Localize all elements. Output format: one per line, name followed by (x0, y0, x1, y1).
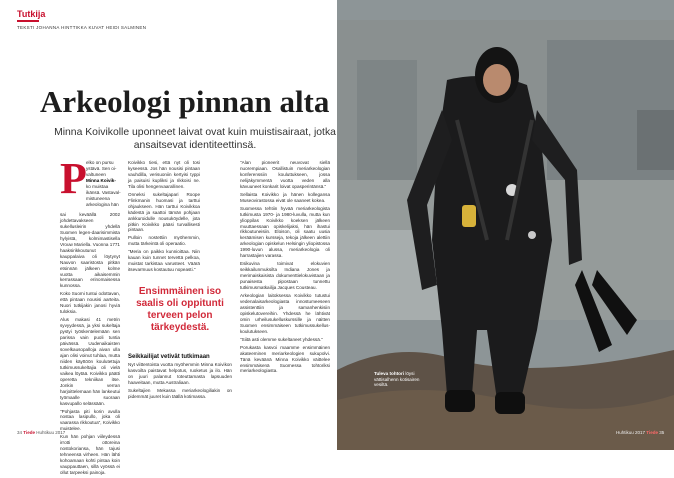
paragraph: Kun hän pohjan viileydessä irrotti ottoreina nostokoriansa, hän tajusi tehneensä virheen. Hän lähti kohoamaan kohti pintaa koin vauppauttaen, sillä vyössä ei ollut tarpeeksi painoja. (60, 434, 120, 476)
intro-line: mistuneena (86, 195, 110, 201)
intro-line: Minna Koivik- (86, 177, 116, 183)
column-2 (128, 160, 200, 275)
lead-paragraph: Minna Koivikolle uponneet laivat ovat kuin muistisairaat, jotka ansaitsevat identiteettinsä. (54, 127, 336, 151)
section-tag: Tutkija (17, 9, 46, 19)
paragraph: Nyt viittentoista vuotta myöhemmin Minna Koivikon kasvoilta paistavat helpotus, ruoketus ja ilo. Hän on juuri palannut toteuttamasta lapsuuden haaveitaan, mutta Australiaan. (128, 362, 232, 385)
paragraph: Sellaista Koivikko ja hänen kollegansa Museovirastossa eivät ole saaneet kokea. (240, 191, 330, 203)
paragraph: Pulloin nostettiin myöhemmin, mutta tärkeintä oli operaatio. (128, 235, 200, 247)
paragraph: Arkeologian laitoksessa Koivikko tutustui vedenalaisarkeologiasta innostumeeseen assistenttiin ja samanhenkisiin opiskelutovereihin. Yhdessä he lähtivät omin urheilusukelluskurssille ja näitten Suomen ensimmäiseen tutkimussukelluskoulutukseen. (240, 293, 330, 334)
byline: TEKSTI JOHANNA HINTTIKKA KUVAT HEIDI SALMINEN (17, 25, 147, 30)
paragraph: "Siitä asti olemme sukeltaneet yhdessä." (240, 336, 323, 342)
intro-line: arkeologina hän (86, 201, 119, 207)
page-number: 35 (659, 430, 665, 435)
paragraph: Esikuvina toimivat elokuvien seikkailunmuksilta Indiana Jones ja merimaiskaisista dokumenttielokuvistaan ja punaisesta pipostaan tunnettu tutkimusmatkailija Jacques Cousteau. (240, 261, 330, 291)
paragraph: sai keväällä 2002 johdettavakseen sukellusleirin yhdellä Suomen legen-daarisimmista hylyistä, kolmimastisella Vrouw Mariella. Vuonna 1771 haaksirikkoutunut kauppalaiva oli löytynyt Nauvon saaristosta pitkän etsinnän jälkeen kolme vuotta aikaisemmin kerrassaan erinomaisessa kunnossa. (60, 212, 120, 289)
pull-quote: Ensimmäinen iso saalis oli oppitunti terveen pelon tärkeydestä. (136, 286, 224, 333)
paragraph: "Alan pioneerit neuvovat siellä nuorempiaan. Osallistuin meriarkeologian konferenssiin kouluttukseen, jossa nelijäkymmentä vuotta veden alla kävuuneet konkarit loivat opasperintänsä." (240, 160, 330, 189)
photo-caption (374, 371, 420, 388)
paragraph: "Pohjasta piti korin avulla nostaa lasipullo, joka oli vaarassa rikkoutua", Koivikko muistelee. (60, 408, 120, 432)
intro-line: ko muistaa (86, 183, 109, 189)
column-2-after (128, 362, 232, 402)
issue-date: Huhtikuu 2017 (36, 430, 66, 435)
brand: Tiede (646, 430, 658, 435)
headline: Arkeologi pinnan alta (40, 84, 330, 119)
paragraph: "Meria on paikko kunnioittaa. Niin kauan kuin tunnet tervettä pelkoa, muistat tarkistaa varusteet. Väärä itsevarmuus kostautuu nopeasti." (128, 249, 200, 273)
intro-line: ystävä. Sen oi- (86, 165, 117, 171)
issue-date: Huhtikuu 2017 (616, 430, 646, 435)
column-1 (60, 212, 120, 478)
headline-wrap (40, 85, 370, 119)
page-number: 34 (17, 430, 23, 435)
footer-right (616, 430, 664, 435)
paragraph: Porukasta kasvoi maamme ensimmäinen akateeminen meriarkeologien sukupolvi. Tänä keväänä Minna Koivikko väittelee ensimmäisenä Suomessa tohtoriksi meriarkeologiasta. (240, 344, 330, 374)
footer-left (17, 430, 65, 435)
paragraph: Alus makasi 41 metrin syvyydessä, ja yksi sukeltaja pystyi työskentelemään sen parissa vain puoli tuntia päivässä. Uudenaikaisten sovelkausopalloja aivan ulla ajan olisi voinut tuhlaa, mutta niiden käyttöön koulutettuja tutkimussukeltajia oli vielä vaikea löytää. Koivikko päätti operetta tekniikan itse. Jonkin verran harjoittelemaan hän lankeutui työmaalle suoraan kasvupallo selässään. (60, 317, 121, 406)
intro-text (86, 160, 122, 208)
brand: Tiede (23, 430, 35, 435)
drop-cap: P (60, 154, 87, 203)
intro-line: ikänsä. Vastaval- (86, 189, 121, 195)
caption-bold: Tuleva tohtori (374, 371, 405, 376)
paragraph: Sukeltajien Mekassa meriarkeologiliakin on pidemmät juuret kuin täällä kotimassa. (128, 387, 232, 399)
paragraph: Koko Suomi tuntui odottavan, että pintaan nousisi aarteita. Nuori tutkijakin janosi hyviä tuloksia. (60, 291, 121, 315)
paragraph: Onneksi sukeltajapari Roope Flinkmanin huomasi ja tarttui ohjaukseen. Hän tarttui Koivikkoa kädestä ja saattoi tämän pohjaan ankkuroidulle nousuköydelle, jota pitkin Koivikko pääsi turvallisesti pintaan. (128, 191, 200, 233)
column-3 (240, 160, 330, 376)
intro-line: elko on pursu (86, 160, 114, 165)
subheading: Seikkailijat vetivät tutkimaan (128, 354, 210, 360)
section-rule (17, 20, 39, 22)
intro-line: valtuneen (86, 171, 106, 177)
paragraph: Suomessa tehtiin hyvää meriarkeologista tutkimusta 1970- ja 1980-luvulla, mutta kun ylioppilas Koivikko koeksen jälkeen muuttaessaan opiskelijaksi, hän ihastui rikkoutuneisiin. Eloison, oli saatu uusia keräämisen kursseja, tekoja jälkeen alettiin arkeologian opiskelun Helsingin yliopistossa 1990-luvun alussa, meriarkeologia oli harrastajien varassa. (240, 205, 330, 259)
paragraph: Koivikko tiesi, että nyt oli tosi kyseessä. Jos hän nousisi pintaan vauhdilla, verisuoniin kertyisi typpi ja paisuisi kupliksi ja rikkoisi ne. Tila olisi hengenvaarallinen. (128, 160, 200, 189)
caption-text: löysi vättisalhenn kotisairen vesiltä. (374, 371, 420, 388)
